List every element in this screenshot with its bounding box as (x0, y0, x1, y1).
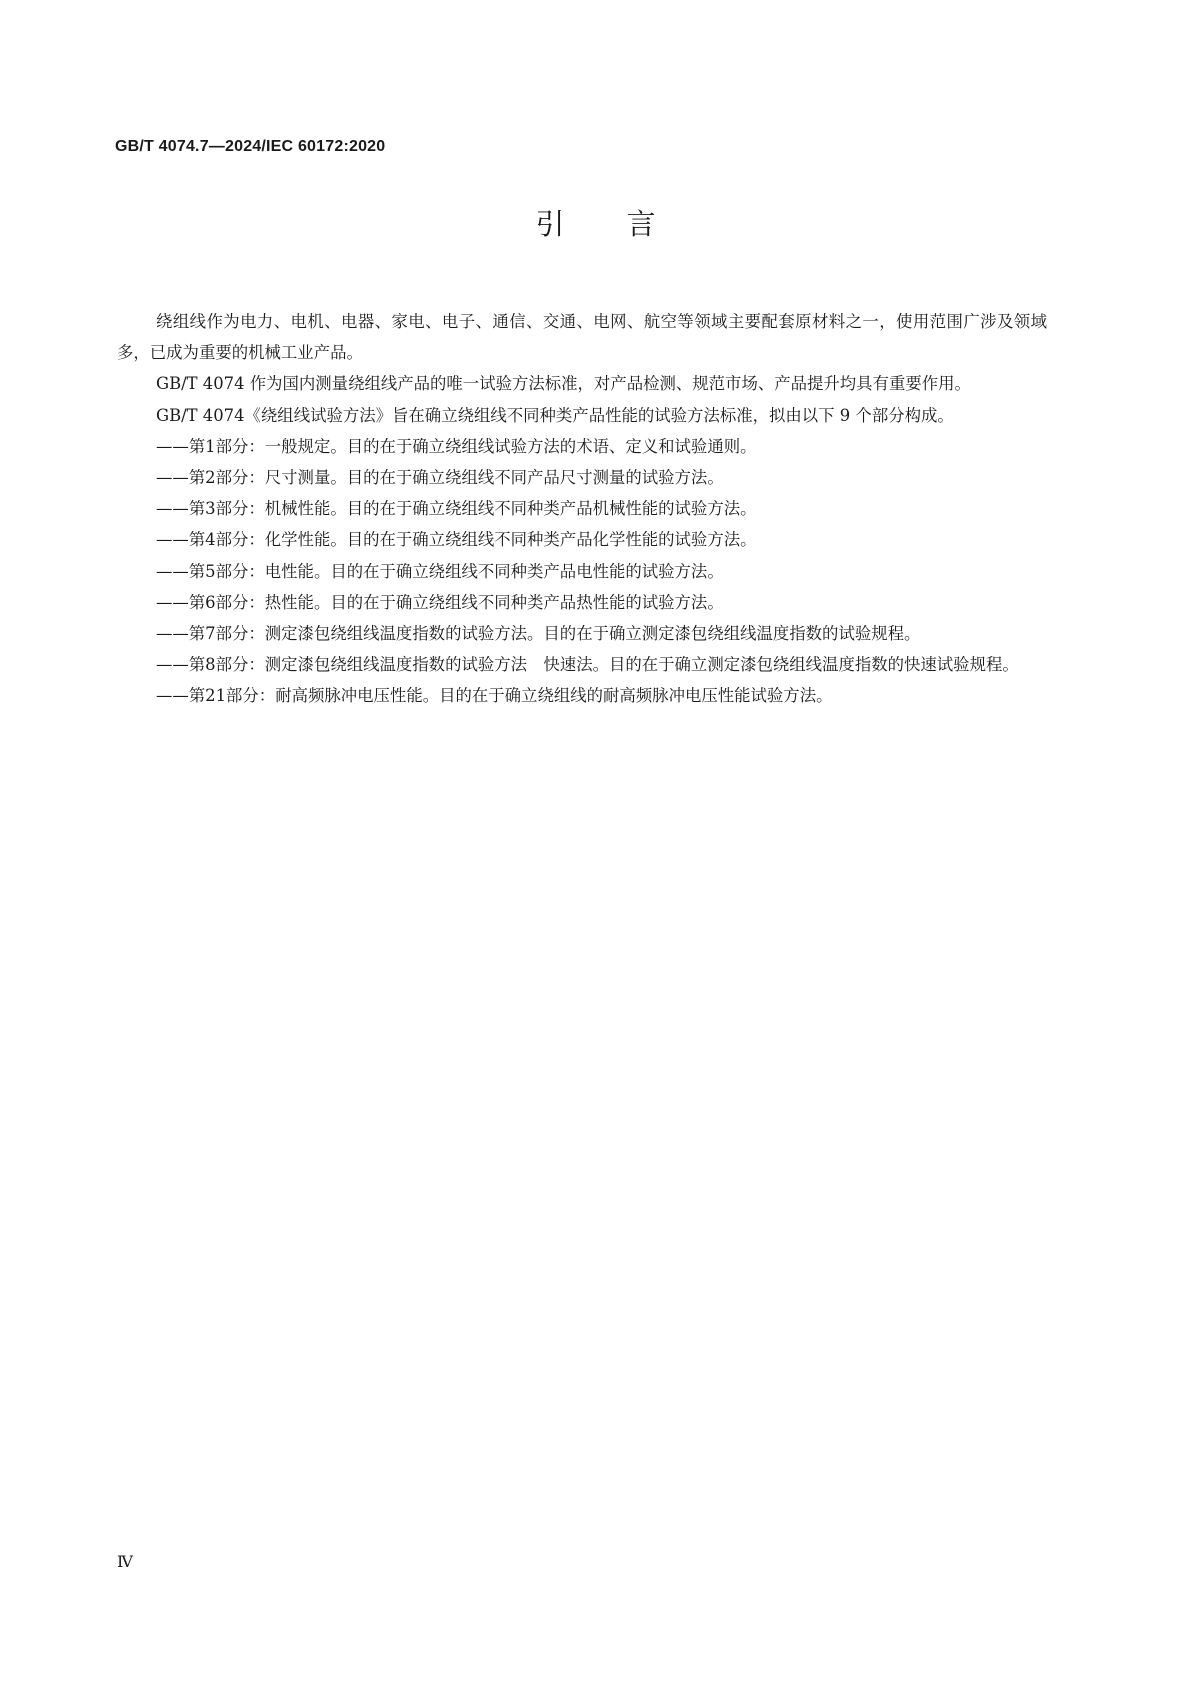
part-list-item-7: ——第7部分：测定漆包绕组线温度指数的试验方法。目的在于确立测定漆包绕组线温度指数的试验规程。 (156, 624, 921, 644)
document-body (117, 306, 1047, 712)
part-list-item-6: ——第6部分：热性能。目的在于确立绕组线不同种类产品热性能的试验方法。 (156, 592, 724, 612)
intro-paragraph-2: GB/T 4074 作为国内测量绕组线产品的唯一试验方法标准，对产品检测、规范市场、产品提升均具有重要作用。 (156, 374, 971, 394)
intro-paragraph-1: 绕组线作为电力、电机、电器、家电、电子、通信、交通、电网、航空等领域主要配套原材料之一，使用范围广涉及领域多，已成为重要的机械工业产品。 (117, 312, 1047, 363)
part-list-item-21: ——第21部分：耐高频脉冲电压性能。目的在于确立绕组线的耐高频脉冲电压性能试验方法。 (156, 686, 833, 706)
part-list-item-8: ——第8部分：测定漆包绕组线温度指数的试验方法 快速法。目的在于确立测定漆包绕组线温度指数的快速试验规程。 (156, 655, 1019, 675)
intro-paragraph-3: GB/T 4074《绕组线试验方法》旨在确立绕组线不同种类产品性能的试验方法标准，拟由以下 9 个部分构成。 (156, 405, 954, 425)
part-list-item-5: ——第5部分：电性能。目的在于确立绕组线不同种类产品电性能的试验方法。 (156, 561, 724, 581)
part-list-item-1: ——第1部分：一般规定。目的在于确立绕组线试验方法的术语、定义和试验通则。 (156, 436, 757, 456)
page-title: 引言 (535, 207, 718, 241)
part-list-item-3: ——第3部分：机械性能。目的在于确立绕组线不同种类产品机械性能的试验方法。 (156, 499, 757, 519)
page-number: Ⅳ (117, 1552, 133, 1571)
part-list-item-4: ——第4部分：化学性能。目的在于确立绕组线不同种类产品化学性能的试验方法。 (156, 530, 757, 550)
part-list-item-2: ——第2部分：尺寸测量。目的在于确立绕组线不同产品尺寸测量的试验方法。 (156, 468, 724, 488)
document-code-header: GB/T 4074.7—2024/IEC 60172:2020 (115, 138, 386, 155)
